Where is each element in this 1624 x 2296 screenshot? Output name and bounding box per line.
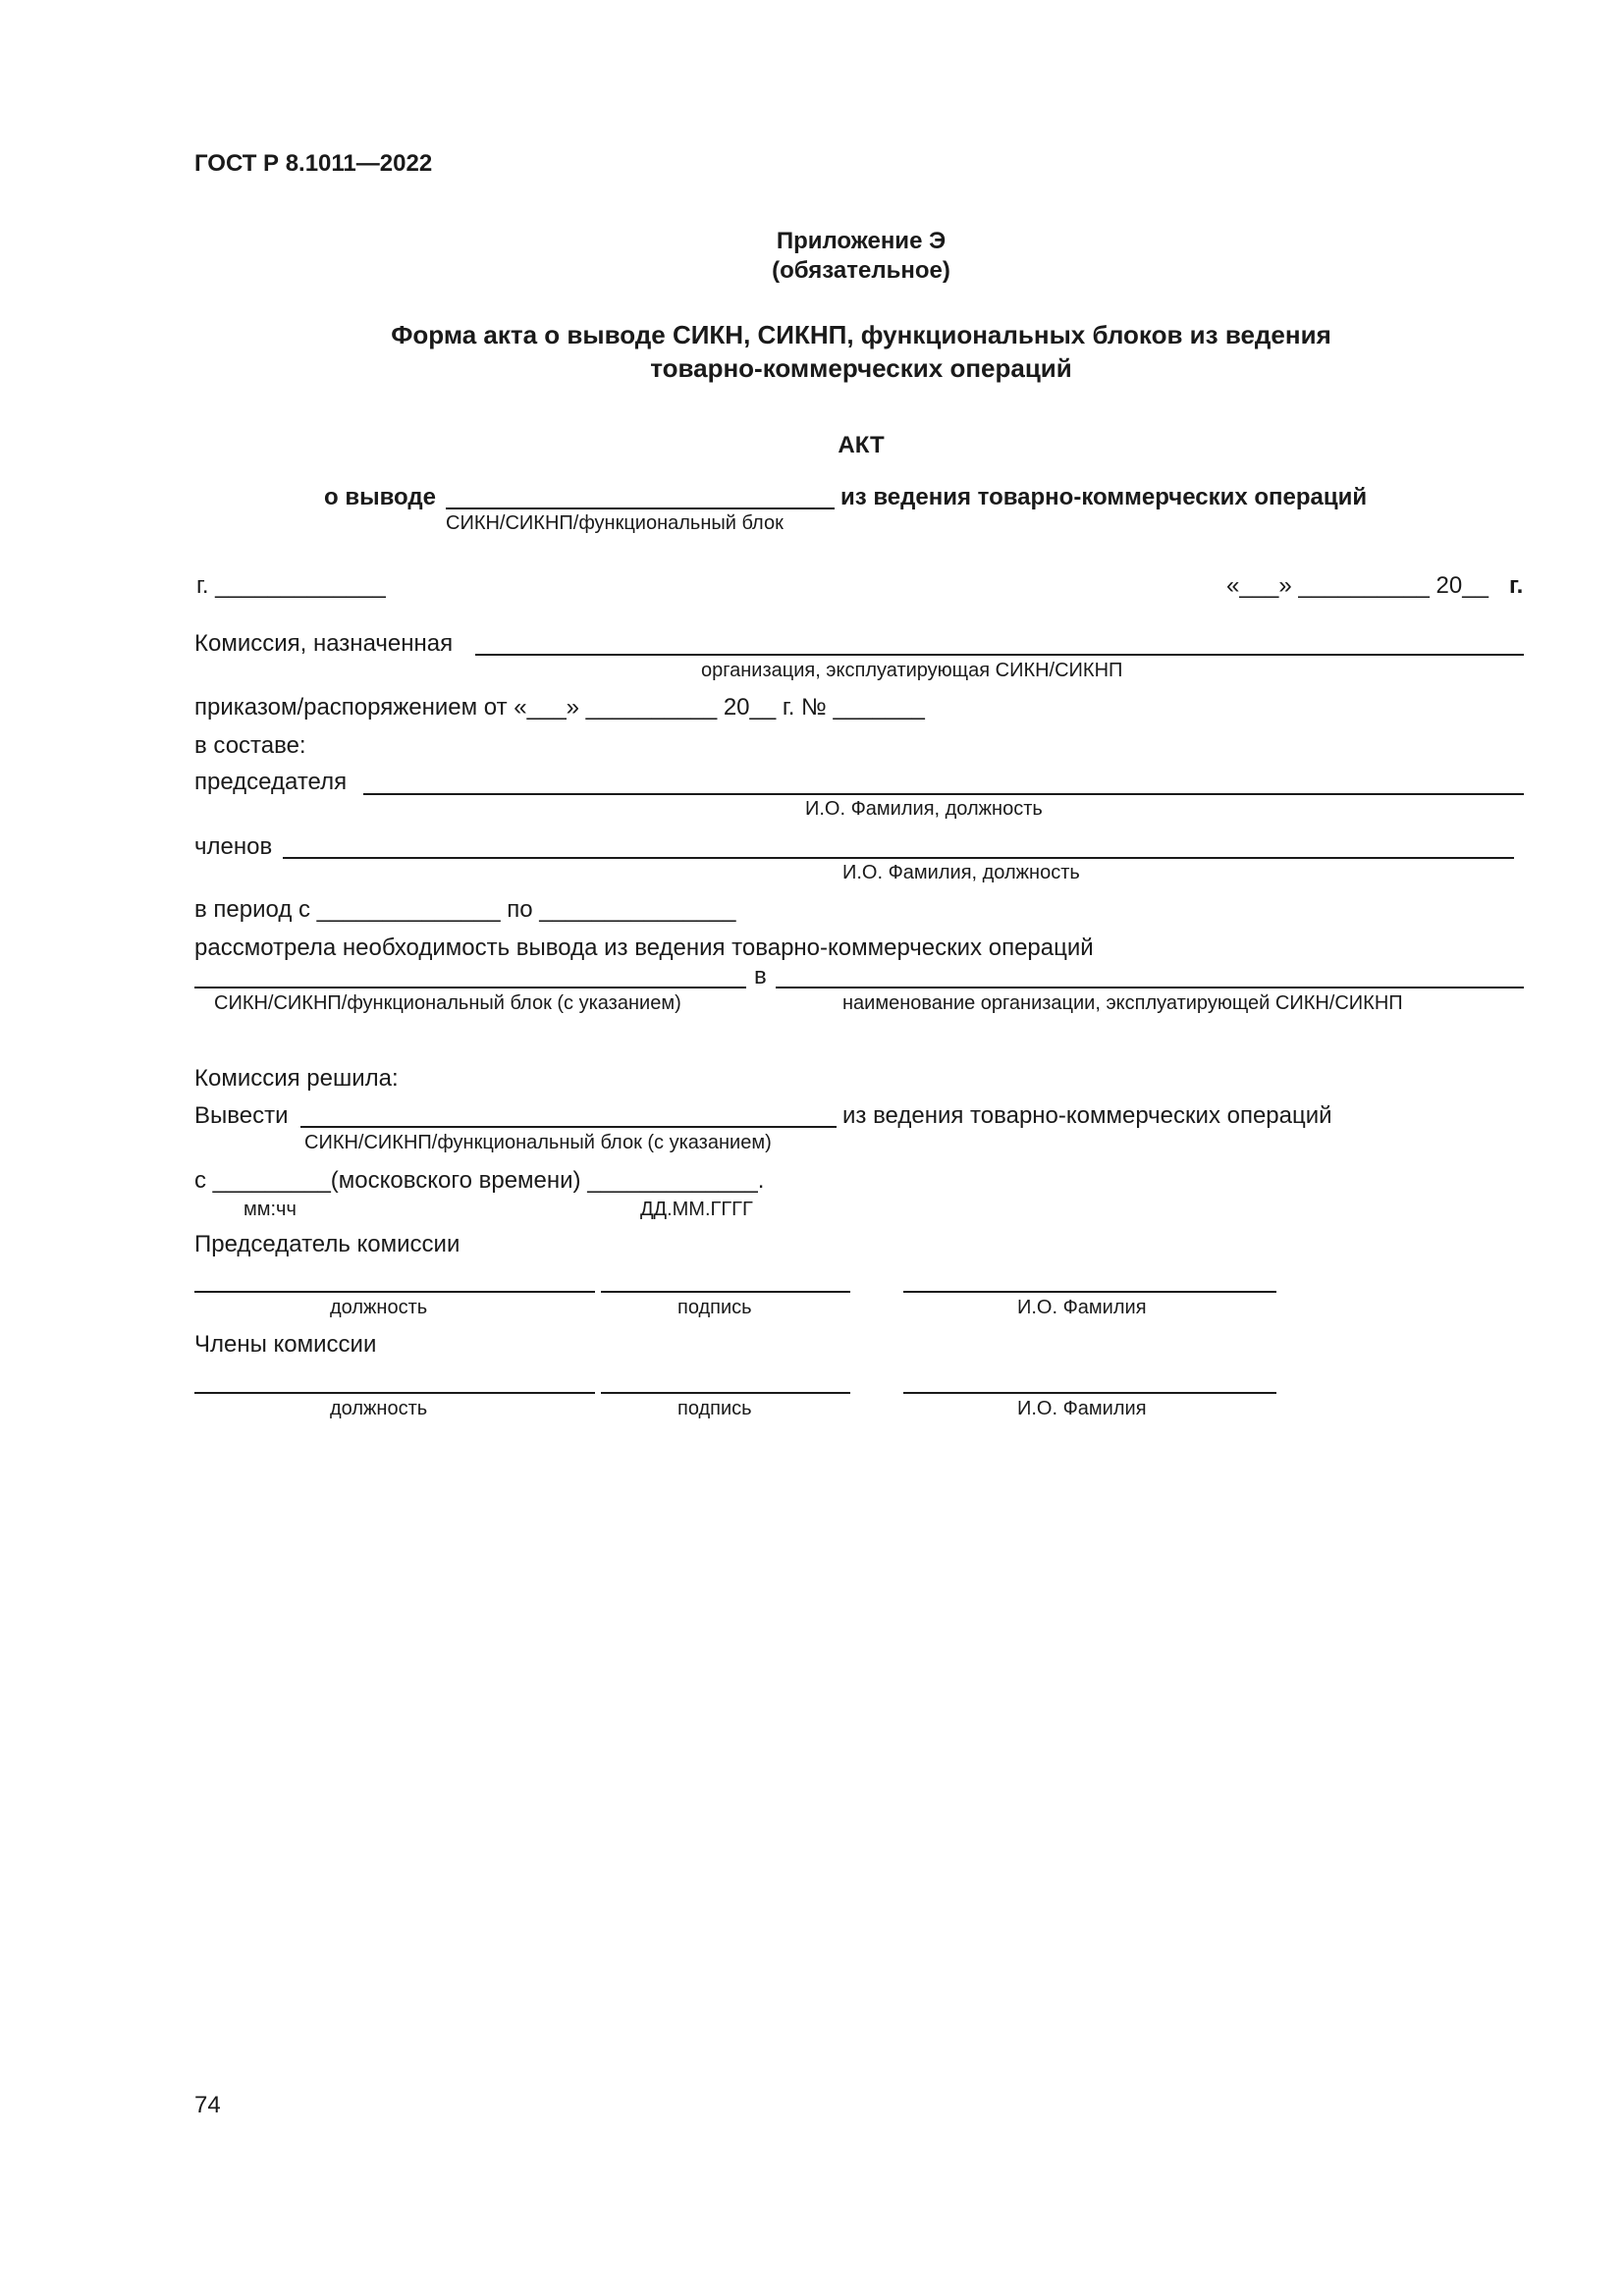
operator-organization-field[interactable] (776, 987, 1524, 988)
chairman-signature-caption: подпись (677, 1297, 752, 1318)
chairman-position-caption: должность (330, 1297, 428, 1318)
considered-text: рассмотрела необходимость вывода из ведения товарно-коммерческих операций (194, 934, 1094, 961)
organization-caption: организация, эксплуатирующая СИКН/СИКНП (701, 660, 1123, 681)
chairman-field[interactable] (363, 793, 1524, 795)
chairman-name-field[interactable] (903, 1291, 1276, 1293)
standard-code: ГОСТ Р 8.1011—2022 (194, 150, 433, 177)
order-line[interactable]: приказом/распоряжением от «___» __________ 20__ г. № _______ (194, 694, 925, 721)
members-label: членов (194, 833, 273, 860)
withdraw-suffix: из ведения товарно-коммерческих операций (842, 1102, 1332, 1129)
date-caption: ДД.ММ.ГГГГ (640, 1199, 753, 1220)
city-field[interactable]: г. _____________ (196, 572, 386, 599)
chairman-signature-field[interactable] (601, 1291, 850, 1293)
appendix-status: (обязательное) (772, 257, 950, 284)
withdraw-caption: СИКН/СИКНП/функциональный блок (с указанием) (304, 1132, 772, 1153)
act-prefix: о выводе (324, 484, 436, 510)
withdraw-object-field[interactable] (300, 1126, 837, 1128)
act-object-field[interactable] (446, 507, 835, 509)
time-caption: мм:чч (244, 1199, 297, 1220)
form-title-line1: Форма акта о выводе СИКН, СИКНП, функциональных блоков из ведения (391, 320, 1331, 349)
member-name-field[interactable] (903, 1392, 1276, 1394)
chairman-position-field[interactable] (194, 1291, 595, 1293)
page-number: 74 (194, 2092, 221, 2118)
members-field[interactable] (283, 857, 1514, 859)
appendix-title: Приложение Э (776, 228, 947, 254)
act-suffix: из ведения товарно-коммерческих операций (840, 484, 1368, 510)
year-suffix: г. (1509, 572, 1524, 599)
member-signature-field[interactable] (601, 1392, 850, 1394)
object-field[interactable] (194, 987, 746, 988)
member-position-caption: должность (330, 1398, 428, 1419)
operator-organization-caption: наименование организации, эксплуатирующей СИКН/СИКНП (842, 992, 1403, 1014)
composition-label: в составе: (194, 732, 306, 759)
form-title-line2: товарно-коммерческих операций (650, 353, 1072, 383)
chairman-label: председателя (194, 769, 348, 795)
chairman-caption: И.О. Фамилия, должность (805, 798, 1043, 820)
act-title: АКТ (838, 432, 885, 458)
commission-label: Комиссия, назначенная (194, 630, 454, 657)
chairman-heading: Председатель комиссии (194, 1231, 460, 1257)
chairman-name-caption: И.О. Фамилия (1017, 1297, 1147, 1318)
member-position-field[interactable] (194, 1392, 595, 1394)
act-date-field[interactable]: «___» __________ 20__ (1226, 572, 1489, 599)
organization-field[interactable] (475, 654, 1524, 656)
member-name-caption: И.О. Фамилия (1017, 1398, 1147, 1419)
members-caption: И.О. Фамилия, должность (842, 862, 1080, 883)
decision-label: Комиссия решила: (194, 1065, 399, 1092)
in-word: в (754, 963, 767, 989)
act-object-caption: СИКН/СИКНП/функциональный блок (446, 512, 784, 534)
period-line[interactable]: в период с ______________ по _______________ (194, 896, 736, 923)
object-caption: СИКН/СИКНП/функциональный блок (с указанием) (214, 992, 681, 1014)
member-signature-caption: подпись (677, 1398, 752, 1419)
withdraw-prefix: Вывести (194, 1102, 289, 1129)
time-line[interactable]: с _________(московского времени) _____________. (194, 1167, 765, 1194)
members-heading: Члены комиссии (194, 1331, 377, 1358)
